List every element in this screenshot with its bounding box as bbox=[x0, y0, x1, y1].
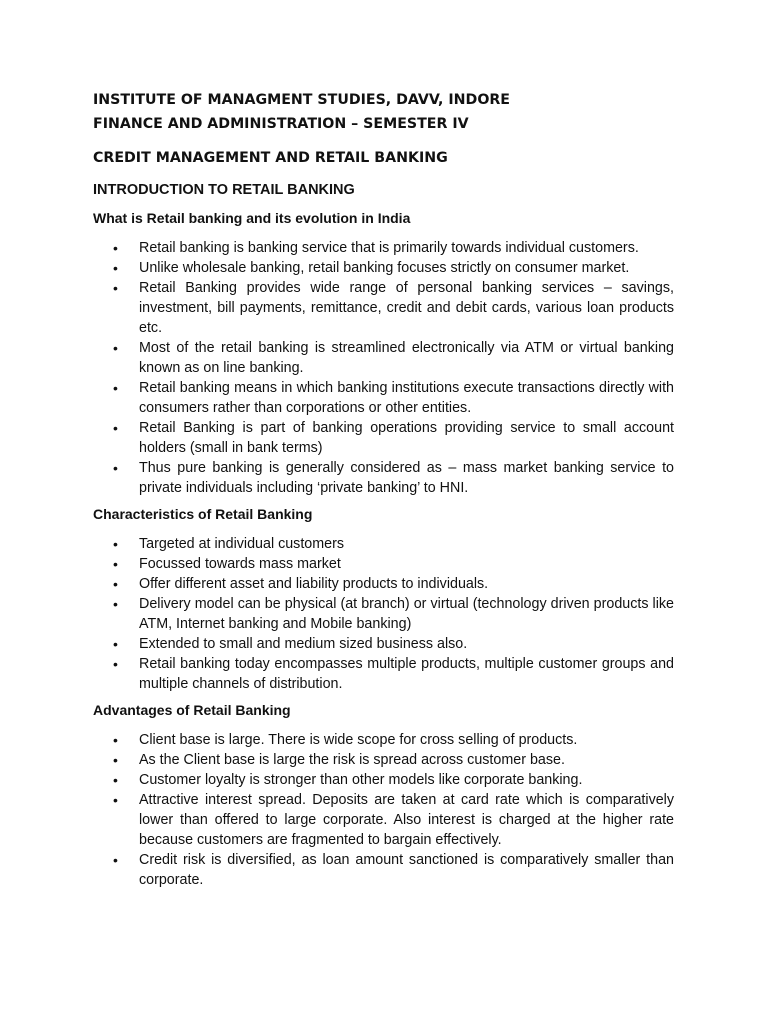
list-item bbox=[93, 790, 674, 850]
list-item-text: Credit risk is diversified, as loan amount sanctioned is comparatively smaller than corporate. bbox=[139, 852, 674, 888]
institute-heading: INSTITUTE OF MANAGMENT STUDIES, DAVV, INDORE bbox=[93, 92, 510, 108]
bullet-icon: • bbox=[113, 240, 118, 256]
list-item bbox=[93, 750, 674, 770]
list-item-text: Client base is large. There is wide scope for cross selling of products. bbox=[139, 732, 578, 748]
characteristics-list bbox=[93, 534, 674, 694]
document-title: INTRODUCTION TO RETAIL BANKING bbox=[93, 182, 355, 198]
bullet-icon: • bbox=[113, 340, 118, 356]
list-item-text: Customer loyalty is stronger than other models like corporate banking. bbox=[139, 772, 583, 788]
list-item bbox=[93, 574, 674, 594]
bullet-icon: • bbox=[113, 576, 118, 592]
document-body bbox=[93, 88, 674, 896]
list-item-text: Retail Banking is part of banking operations providing service to small account holders (small in bank terms) bbox=[139, 420, 674, 456]
list-item bbox=[93, 534, 674, 554]
list-item bbox=[93, 770, 674, 790]
list-item bbox=[93, 338, 674, 378]
list-item bbox=[93, 634, 674, 654]
list-item bbox=[93, 850, 674, 890]
list-item-text: Thus pure banking is generally considered as – mass market banking service to private individuals including ‘private banking’ to HNI. bbox=[139, 460, 674, 496]
list-item bbox=[93, 238, 674, 258]
list-item bbox=[93, 730, 674, 750]
bullet-icon: • bbox=[113, 732, 118, 748]
list-item-text: Retail banking is banking service that is primarily towards individual customers. bbox=[139, 240, 639, 256]
bullet-icon: • bbox=[113, 852, 118, 868]
list-item bbox=[93, 278, 674, 338]
list-item bbox=[93, 554, 674, 574]
list-item-text: Retail banking today encompasses multiple products, multiple customer groups and multiple channels of distribution. bbox=[139, 656, 674, 692]
bullet-icon: • bbox=[113, 752, 118, 768]
section-heading-advantages: Advantages of Retail Banking bbox=[93, 702, 291, 718]
list-item bbox=[93, 458, 674, 498]
list-item-text: Retail banking means in which banking institutions execute transactions directly with consumers rather than corporations or other entities. bbox=[139, 380, 674, 416]
list-item-text: Most of the retail banking is streamlined electronically via ATM or virtual banking known as on line banking. bbox=[139, 340, 674, 376]
list-item bbox=[93, 654, 674, 694]
list-item-text: Retail Banking provides wide range of personal banking services – savings, investment, bill payments, remittance, credit and debit cards, various loan products etc. bbox=[139, 280, 674, 336]
bullet-icon: • bbox=[113, 460, 118, 476]
list-item-text: Offer different asset and liability products to individuals. bbox=[139, 576, 489, 592]
bullet-icon: • bbox=[113, 260, 118, 276]
list-item-text: Attractive interest spread. Deposits are taken at card rate which is comparatively lower than offered to large corporate. Also interest is charged at the higher rate because customers are fragmented to bargain effectively. bbox=[139, 792, 674, 848]
section-heading-characteristics: Characteristics of Retail Banking bbox=[93, 506, 313, 522]
list-item-text: Extended to small and medium sized business also. bbox=[139, 636, 468, 652]
advantages-list bbox=[93, 730, 674, 890]
bullet-icon: • bbox=[113, 280, 118, 296]
program-heading: FINANCE AND ADMINISTRATION – SEMESTER IV bbox=[93, 116, 469, 132]
course-heading: CREDIT MANAGEMENT AND RETAIL BANKING bbox=[93, 150, 448, 166]
evolution-list bbox=[93, 238, 674, 498]
list-item-text: Delivery model can be physical (at branch) or virtual (technology driven products like ATM, Internet banking and Mobile banking) bbox=[139, 596, 674, 632]
list-item bbox=[93, 258, 674, 278]
bullet-icon: • bbox=[113, 596, 118, 612]
bullet-icon: • bbox=[113, 792, 118, 808]
bullet-icon: • bbox=[113, 420, 118, 436]
list-item-text: Targeted at individual customers bbox=[139, 536, 345, 552]
bullet-icon: • bbox=[113, 656, 118, 672]
list-item bbox=[93, 418, 674, 458]
bullet-icon: • bbox=[113, 536, 118, 552]
bullet-icon: • bbox=[113, 556, 118, 572]
bullet-icon: • bbox=[113, 636, 118, 652]
list-item bbox=[93, 378, 674, 418]
list-item-text: As the Client base is large the risk is spread across customer base. bbox=[139, 752, 565, 768]
list-item bbox=[93, 594, 674, 634]
bullet-icon: • bbox=[113, 772, 118, 788]
bullet-icon: • bbox=[113, 380, 118, 396]
list-item-text: Focussed towards mass market bbox=[139, 556, 341, 572]
section-heading-evolution: What is Retail banking and its evolution in India bbox=[93, 210, 411, 226]
list-item-text: Unlike wholesale banking, retail banking focuses strictly on consumer market. bbox=[139, 260, 630, 276]
